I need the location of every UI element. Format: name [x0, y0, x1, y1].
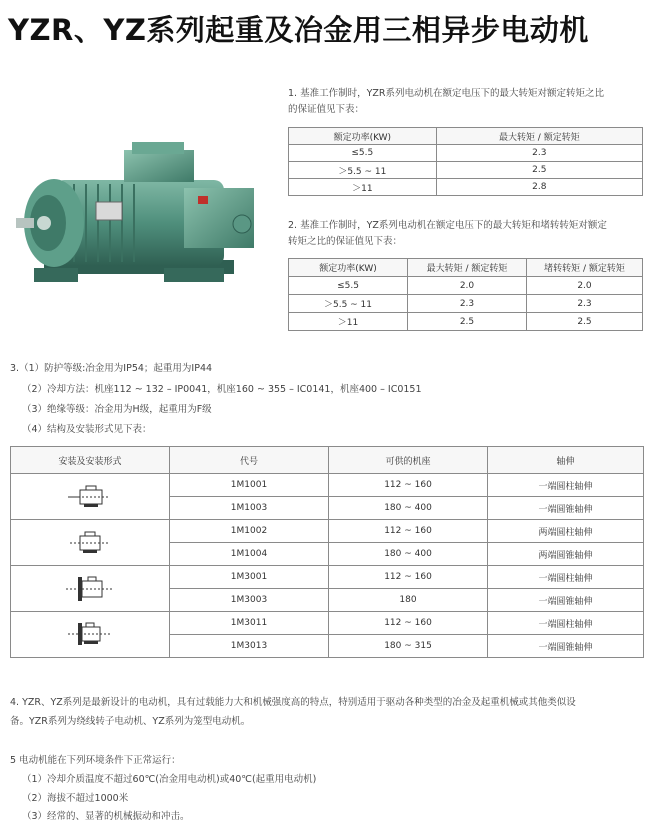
- mounting-b3-icon: [60, 482, 120, 512]
- page-title: YZR、YZ系列起重及冶金用三相异步电动机: [8, 13, 589, 47]
- mounting-diagram-cell: [11, 566, 170, 612]
- section3-line2: （2）冷却方法：机座112 ~ 132 – IP0041，机座160 ~ 355 – IC0141，机座400 – IC0151: [22, 384, 422, 395]
- table-header: 最大转矩 / 额定转矩: [408, 259, 527, 277]
- table-row: ≤5.5 2.3: [289, 145, 643, 162]
- table-row: ≤5.5 2.0 2.0: [289, 277, 643, 295]
- section4-line1: 4. YZR、YZ系列是最新设计的电动机，具有过载能力大和机械强度高的特点，特别适用于驱动各种类型的冶金及起重机械或其他类似设: [10, 697, 576, 708]
- section5-line2: （1）冷却介质温度不超过60℃(冶金用电动机)或40℃(起重用电动机): [22, 774, 317, 785]
- mounting-diagram-cell: [11, 612, 170, 658]
- mounting-foot-flange-icon: [60, 619, 120, 651]
- section5-line1: 5 电动机能在下列环境条件下正常运行：: [10, 755, 181, 766]
- section5-line4: （3）经常的、显著的机械振动和冲击。: [22, 811, 190, 822]
- mounting-diagram-cell: [11, 520, 170, 566]
- table-row: 1M1003 180 ~ 400 一端圆锥轴伸: [11, 497, 644, 520]
- table-row: 1M3011 112 ~ 160 一端圆柱轴伸: [11, 612, 644, 635]
- mounting-diagram-cell: [11, 474, 170, 520]
- table-header: 额定功率(KW): [289, 128, 437, 145]
- table-row: ＞11 2.8: [289, 179, 643, 196]
- table-row: 1M3003 180 一端圆锥轴伸: [11, 589, 644, 612]
- section3-line1: 3.（1）防护等级:冶金用为IP54；起重用为IP44: [10, 363, 213, 374]
- table-row: 1M1002 112 ~ 160 两端圆柱轴伸: [11, 520, 644, 543]
- section5-line3: （2）海拔不超过1000米: [22, 793, 129, 804]
- table-row: ＞5.5 ~ 11 2.3 2.3: [289, 295, 643, 313]
- table-header: 额定功率(KW): [289, 259, 408, 277]
- table-row: 1M3013 180 ~ 315 一端圆锥轴伸: [11, 635, 644, 658]
- table-torque-yz: [288, 258, 643, 331]
- table-row: 1M1004 180 ~ 400 两端圆锥轴伸: [11, 543, 644, 566]
- motor-illustration: [14, 140, 268, 288]
- section1-intro: 1. 基准工作制时，YZR系列电动机在额定电压下的最大转矩对额定转矩之比 的保证值见下表：: [288, 88, 604, 115]
- section2-intro: 2. 基准工作制时，YZ系列电动机在额定电压下的最大转矩和堵转转矩对额定 转矩之比的保证值见下表：: [288, 220, 607, 247]
- table-row: 1M1001 112 ~ 160 一端圆柱轴伸: [11, 474, 644, 497]
- section3-line4: （4）结构及安装形式见下表：: [22, 424, 152, 435]
- mounting-double-shaft-icon: [60, 528, 120, 558]
- mounting-flange-icon: [60, 573, 120, 605]
- table-header: 轴伸: [488, 447, 644, 474]
- table-mounting-types: [10, 446, 644, 658]
- table-header: 最大转矩 / 额定转矩: [436, 128, 642, 145]
- table-max-torque-yzr: [288, 127, 643, 196]
- section3-line3: （3）绝缘等级：冶金用为H级，起重用为F级: [22, 404, 212, 415]
- table-row: ＞11 2.5 2.5: [289, 313, 643, 331]
- table-header: 堵转转矩 / 额定转矩: [527, 259, 643, 277]
- table-row: ＞5.5 ~ 11 2.5: [289, 162, 643, 179]
- table-header: 安装及安装形式: [11, 447, 170, 474]
- section4-line2: 备。YZR系列为绕线转子电动机、YZ系列为笼型电动机。: [10, 716, 251, 727]
- table-header: 代号: [170, 447, 329, 474]
- table-row: 1M3001 112 ~ 160 一端圆柱轴伸: [11, 566, 644, 589]
- table-header: 可供的机座: [329, 447, 488, 474]
